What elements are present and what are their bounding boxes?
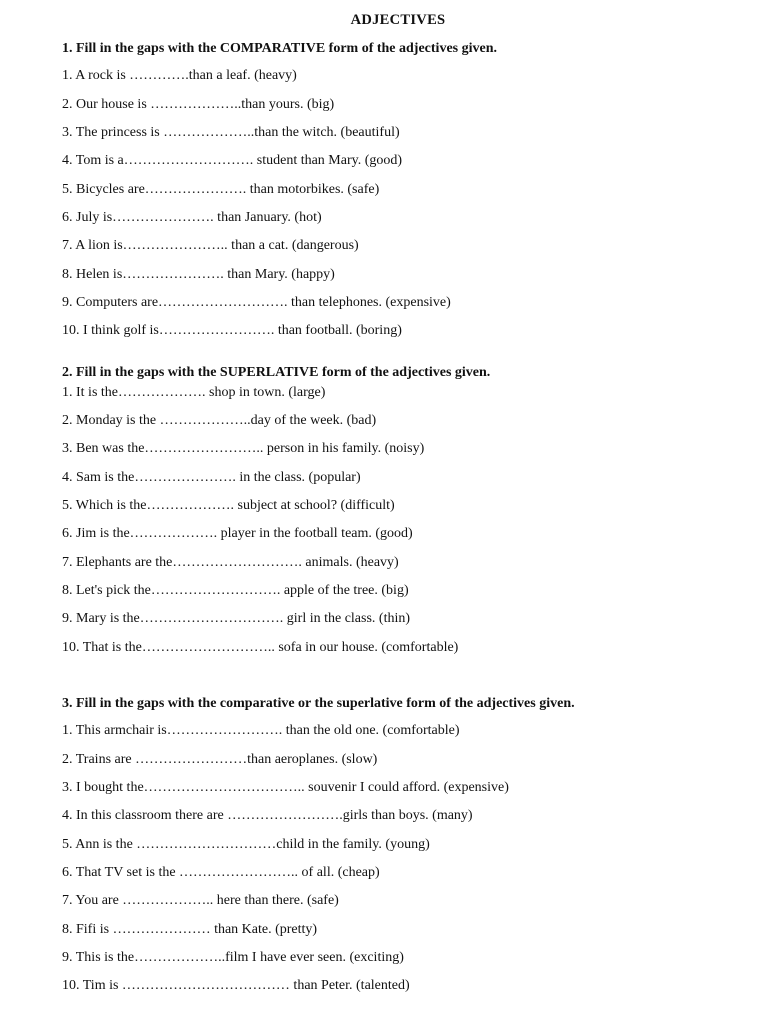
exercise-item: 1. This armchair is……………………. than the old one. (comfortable) bbox=[62, 723, 460, 738]
exercise-item: 4. In this classroom there are …………………….girls than boys. (many) bbox=[62, 808, 473, 823]
exercise-item: 8. Fifi is ………………… than Kate. (pretty) bbox=[62, 922, 318, 937]
exercise-item: 6. July is…………………. than January. (hot) bbox=[62, 210, 322, 225]
exercise-item: 2. Trains are ……………………than aeroplanes. (slow) bbox=[62, 752, 378, 767]
section-1-heading: 1. Fill in the gaps with the COMPARATIVE form of the adjectives given. bbox=[62, 41, 497, 56]
exercise-item: 2. Monday is the ………………..day of the week. (bad) bbox=[62, 413, 377, 428]
exercise-item: 4. Sam is the…………………. in the class. (popular) bbox=[62, 470, 361, 485]
exercise-item: 7. A lion is………………….. than a cat. (dangerous) bbox=[62, 238, 359, 253]
exercise-item: 3. Ben was the…………………….. person in his family. (noisy) bbox=[62, 441, 425, 456]
section-2-heading: 2. Fill in the gaps with the SUPERLATIVE form of the adjectives given. bbox=[62, 365, 491, 380]
exercise-item: 5. Ann is the …………………………child in the family. (young) bbox=[62, 837, 430, 852]
page-title: ADJECTIVES bbox=[350, 12, 446, 28]
exercise-item: 7. Elephants are the………………………. animals. (heavy) bbox=[62, 555, 399, 570]
exercise-item: 10. I think golf is……………………. than football. (boring) bbox=[62, 323, 402, 338]
section-3-heading: 3. Fill in the gaps with the comparative or the superlative form of the adjectives given. bbox=[62, 696, 575, 711]
exercise-item: 5. Which is the………………. subject at school? (difficult) bbox=[62, 498, 395, 513]
exercise-item: 8. Let's pick the………………………. apple of the tree. (big) bbox=[62, 583, 409, 598]
exercise-item: 9. Mary is the…………………………. girl in the class. (thin) bbox=[62, 611, 411, 626]
exercise-item: 6. Jim is the………………. player in the football team. (good) bbox=[62, 526, 413, 541]
exercise-item: 2. Our house is ………………..than yours. (big) bbox=[62, 97, 335, 112]
exercise-item: 3. The princess is ………………..than the witch. (beautiful) bbox=[62, 125, 400, 140]
exercise-item: 1. It is the………………. shop in town. (large) bbox=[62, 385, 326, 400]
exercise-item: 6. That TV set is the …………………….. of all. (cheap) bbox=[62, 865, 380, 880]
exercise-item: 10. Tim is ……………………………… than Peter. (talented) bbox=[62, 978, 410, 993]
exercise-item: 9. This is the………………..film I have ever seen. (exciting) bbox=[62, 950, 404, 965]
exercise-item: 9. Computers are………………………. than telephones. (expensive) bbox=[62, 295, 451, 310]
exercise-item: 3. I bought the…………………………….. souvenir I could afford. (expensive) bbox=[62, 780, 509, 795]
exercise-item: 10. That is the……………………….. sofa in our house. (comfortable) bbox=[62, 640, 459, 655]
exercise-item: 4. Tom is a………………………. student than Mary. (good) bbox=[62, 153, 403, 168]
exercise-item: 7. You are ……………….. here than there. (safe) bbox=[62, 893, 339, 908]
exercise-item: 1. A rock is ………….than a leaf. (heavy) bbox=[62, 68, 297, 83]
exercise-item: 5. Bicycles are…………………. than motorbikes. (safe) bbox=[62, 182, 380, 197]
exercise-item: 8. Helen is…………………. than Mary. (happy) bbox=[62, 267, 335, 282]
